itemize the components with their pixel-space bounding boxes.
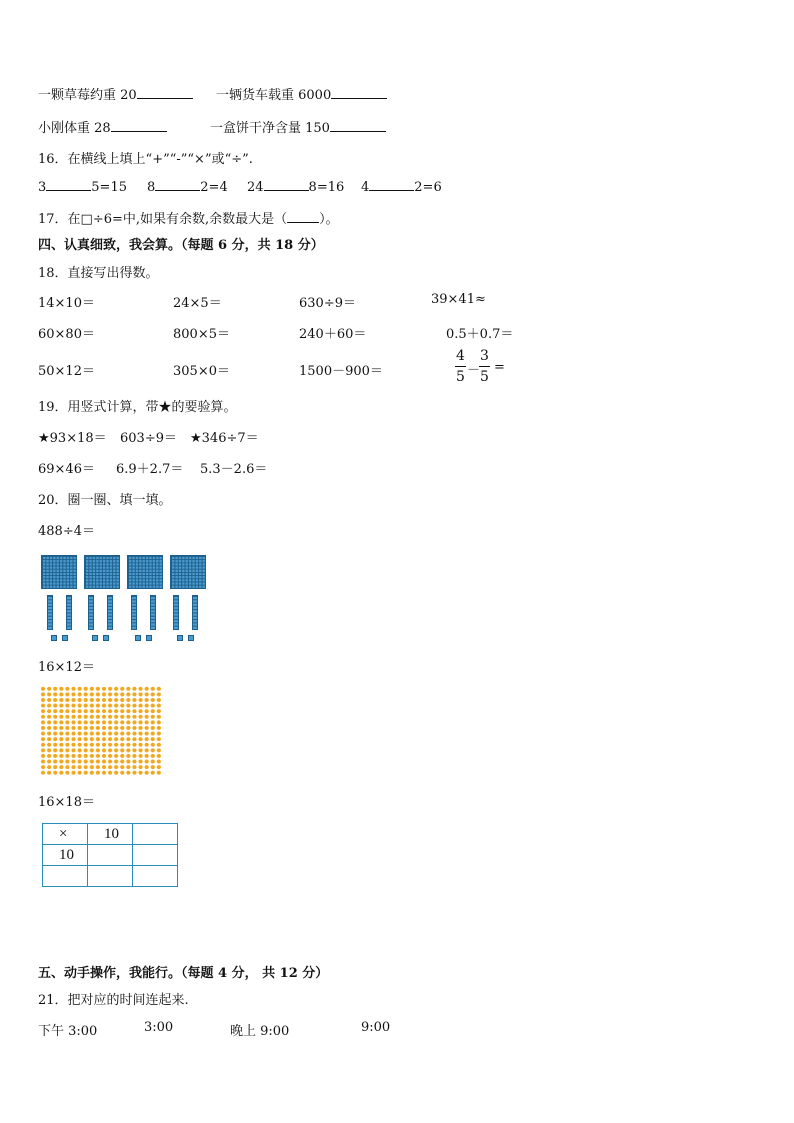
question-20-prompt: 20．圈一圈、填一填。 <box>38 493 172 508</box>
operator-blank[interactable] <box>46 178 91 191</box>
dot-array <box>40 686 162 775</box>
grid-cell: 10 <box>43 845 88 866</box>
grid-cell[interactable] <box>43 866 88 887</box>
operator-blank[interactable] <box>264 178 309 191</box>
calc-item: 603÷9＝ <box>120 431 177 446</box>
item-text: 小刚体重 28 <box>38 121 111 136</box>
section-5-heading: 五、动手操作，我能行。（每题 4 分， 共 12 分） <box>38 966 329 981</box>
fill-item-truck <box>216 84 387 103</box>
answer-blank[interactable] <box>111 119 167 132</box>
hundred-block <box>84 555 120 589</box>
q16-item: 8 2=4 <box>147 180 228 195</box>
time-label[interactable]: 9:00 <box>361 1020 391 1035</box>
grid-row <box>43 866 178 887</box>
ten-rod <box>88 595 94 630</box>
unit-cube <box>177 635 183 641</box>
ten-rod <box>131 595 137 630</box>
grid-cell[interactable] <box>88 845 133 866</box>
grid-cell[interactable] <box>133 845 178 866</box>
fill-item-weight <box>38 117 167 136</box>
item-text: 一颗草莓约重 20 <box>38 88 137 103</box>
unit-cube <box>51 635 57 641</box>
unit-cube <box>62 635 68 641</box>
unit-cube <box>135 635 141 641</box>
item-text: 一盒饼干净含量 150 <box>210 121 330 136</box>
unit-cube <box>92 635 98 641</box>
calc-item: 305×0＝ <box>173 364 230 379</box>
grid-row <box>43 824 178 845</box>
fill-item-biscuit <box>210 117 386 136</box>
calc-item: ★93×18＝ <box>38 431 107 446</box>
ten-rod <box>173 595 179 630</box>
calc-item: 50×12＝ <box>38 364 95 379</box>
calc-item: 5.3－2.6＝ <box>200 462 268 477</box>
calc-item: 6.9＋2.7＝ <box>116 462 184 477</box>
answer-blank[interactable] <box>287 210 319 223</box>
grid-cell[interactable] <box>133 866 178 887</box>
calc-item: ★346÷7＝ <box>190 431 259 446</box>
question-21-prompt: 21．把对应的时间连起来. <box>38 993 189 1008</box>
calc-item: 800×5＝ <box>173 327 230 342</box>
expression-488-div-4: 488÷4＝ <box>38 524 95 539</box>
time-label[interactable]: 晚上 9:00 <box>230 1024 290 1039</box>
unit-cube <box>103 635 109 641</box>
fraction-first: 4 5 <box>456 348 465 385</box>
calc-item: 39×41≈ <box>431 292 486 307</box>
q16-item: 3 5=15 <box>38 180 127 195</box>
expression-16-times-18: 16×18＝ <box>38 795 95 810</box>
question-17: 17．在□÷6=中,如果有余数,余数最大是（ ）。 <box>38 212 339 227</box>
fraction-bar <box>479 366 490 367</box>
fraction-operator: － <box>467 363 481 378</box>
q16-item: 24 8=16 <box>247 180 345 195</box>
answer-blank[interactable] <box>330 119 386 132</box>
fraction-bar <box>455 366 466 367</box>
calc-item: 240＋60＝ <box>299 327 367 342</box>
unit-cube <box>146 635 152 641</box>
calc-item: 69×46＝ <box>38 462 95 477</box>
grid-row <box>43 845 178 866</box>
item-text: 一辆货车载重 6000 <box>216 88 332 103</box>
question-19-prompt: 19．用竖式计算，带★的要验算。 <box>38 400 237 415</box>
ten-rod <box>66 595 72 630</box>
calc-item: 630÷9＝ <box>299 296 356 311</box>
answer-blank[interactable] <box>137 86 193 99</box>
q16-item: 4 2=6 <box>361 180 442 195</box>
ten-rod <box>192 595 198 630</box>
grid-cell: 10 <box>88 824 133 845</box>
hundred-block <box>170 555 206 589</box>
section-4-heading: 四、认真细致，我会算。（每题 6 分，共 18 分） <box>38 238 324 253</box>
calc-item: 24×5＝ <box>173 296 222 311</box>
time-label[interactable]: 下午 3:00 <box>38 1024 98 1039</box>
grid-cell[interactable] <box>133 824 178 845</box>
ten-rod <box>47 595 53 630</box>
fill-item-strawberry <box>38 84 193 103</box>
operator-blank[interactable] <box>155 178 200 191</box>
question-18-prompt: 18．直接写出得数。 <box>38 266 159 281</box>
calc-item: 60×80＝ <box>38 327 95 342</box>
calc-item: 0.5＋0.7＝ <box>446 327 514 342</box>
question-16-prompt: 16．在横线上填上“+”“-”“×”或“÷”. <box>38 152 253 167</box>
hundred-block <box>127 555 163 589</box>
ten-rod <box>150 595 156 630</box>
fraction-equals: = <box>494 360 505 375</box>
answer-blank[interactable] <box>331 86 387 99</box>
time-label[interactable]: 3:00 <box>144 1020 174 1035</box>
grid-cell: × <box>43 824 88 845</box>
expression-16-times-12: 16×12＝ <box>38 660 95 675</box>
calc-item: 1500－900＝ <box>299 364 383 379</box>
hundred-block <box>41 555 77 589</box>
unit-cube <box>188 635 194 641</box>
grid-cell[interactable] <box>88 866 133 887</box>
fraction-second: 3 5 <box>480 348 489 385</box>
operator-blank[interactable] <box>369 178 414 191</box>
multiplication-grid <box>42 823 178 887</box>
ten-rod <box>107 595 113 630</box>
calc-item: 14×10＝ <box>38 296 95 311</box>
